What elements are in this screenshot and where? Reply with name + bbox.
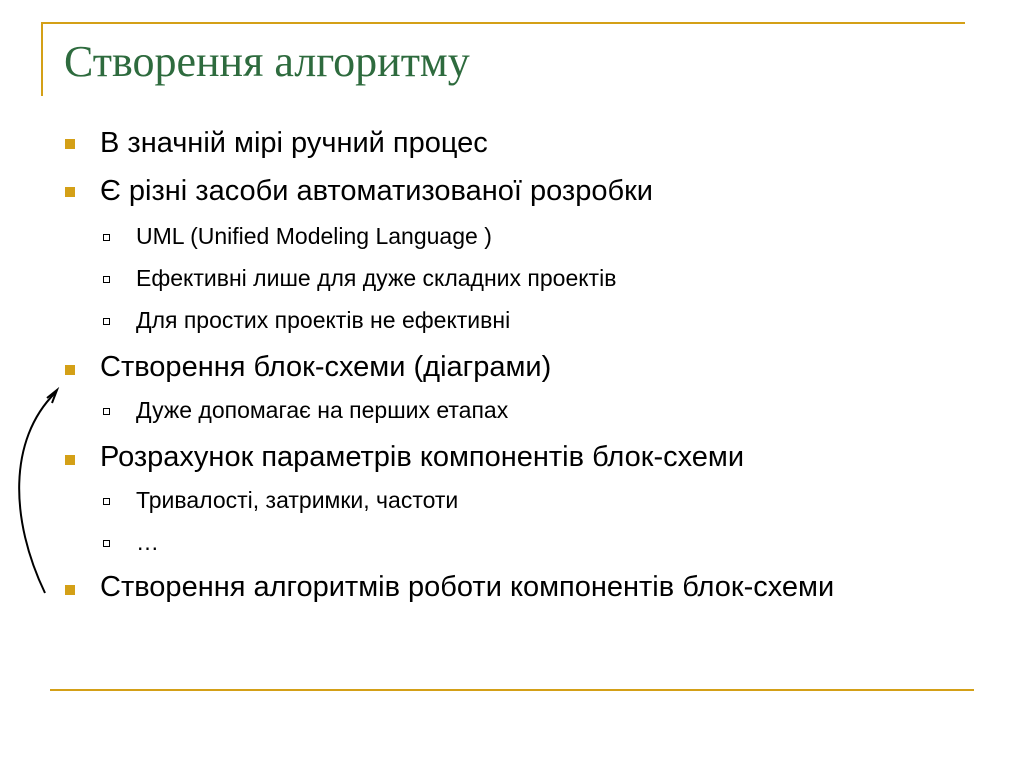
bullet-item: Розрахунок параметрів компонентів блок-схеми [100, 441, 745, 473]
bullet-item: Створення блок-схеми (діаграми) [100, 351, 552, 383]
slide-title: Створення алгоритму [64, 37, 470, 86]
sub-bullet-item: Для простих проектів не ефективні [136, 307, 511, 333]
bullet-item: В значній мірі ручний процес [100, 127, 488, 159]
sub-bullet-item: Дуже допомагає на перших етапах [136, 397, 509, 423]
sub-bullet-item: Ефективні лише для дуже складних проектів [136, 265, 617, 291]
bullet-item: Є різні засоби автоматизованої розробки [100, 175, 653, 207]
sub-bullet-item: UML (Unified Modeling Language ) [136, 223, 492, 249]
bottom-divider [50, 689, 974, 691]
sub-bullet-item: … [136, 529, 159, 555]
sub-bullet-item: Тривалості, затримки, частоти [136, 487, 459, 513]
bullet-item: Створення алгоритмів роботи компонентів блок-схеми [100, 571, 835, 603]
